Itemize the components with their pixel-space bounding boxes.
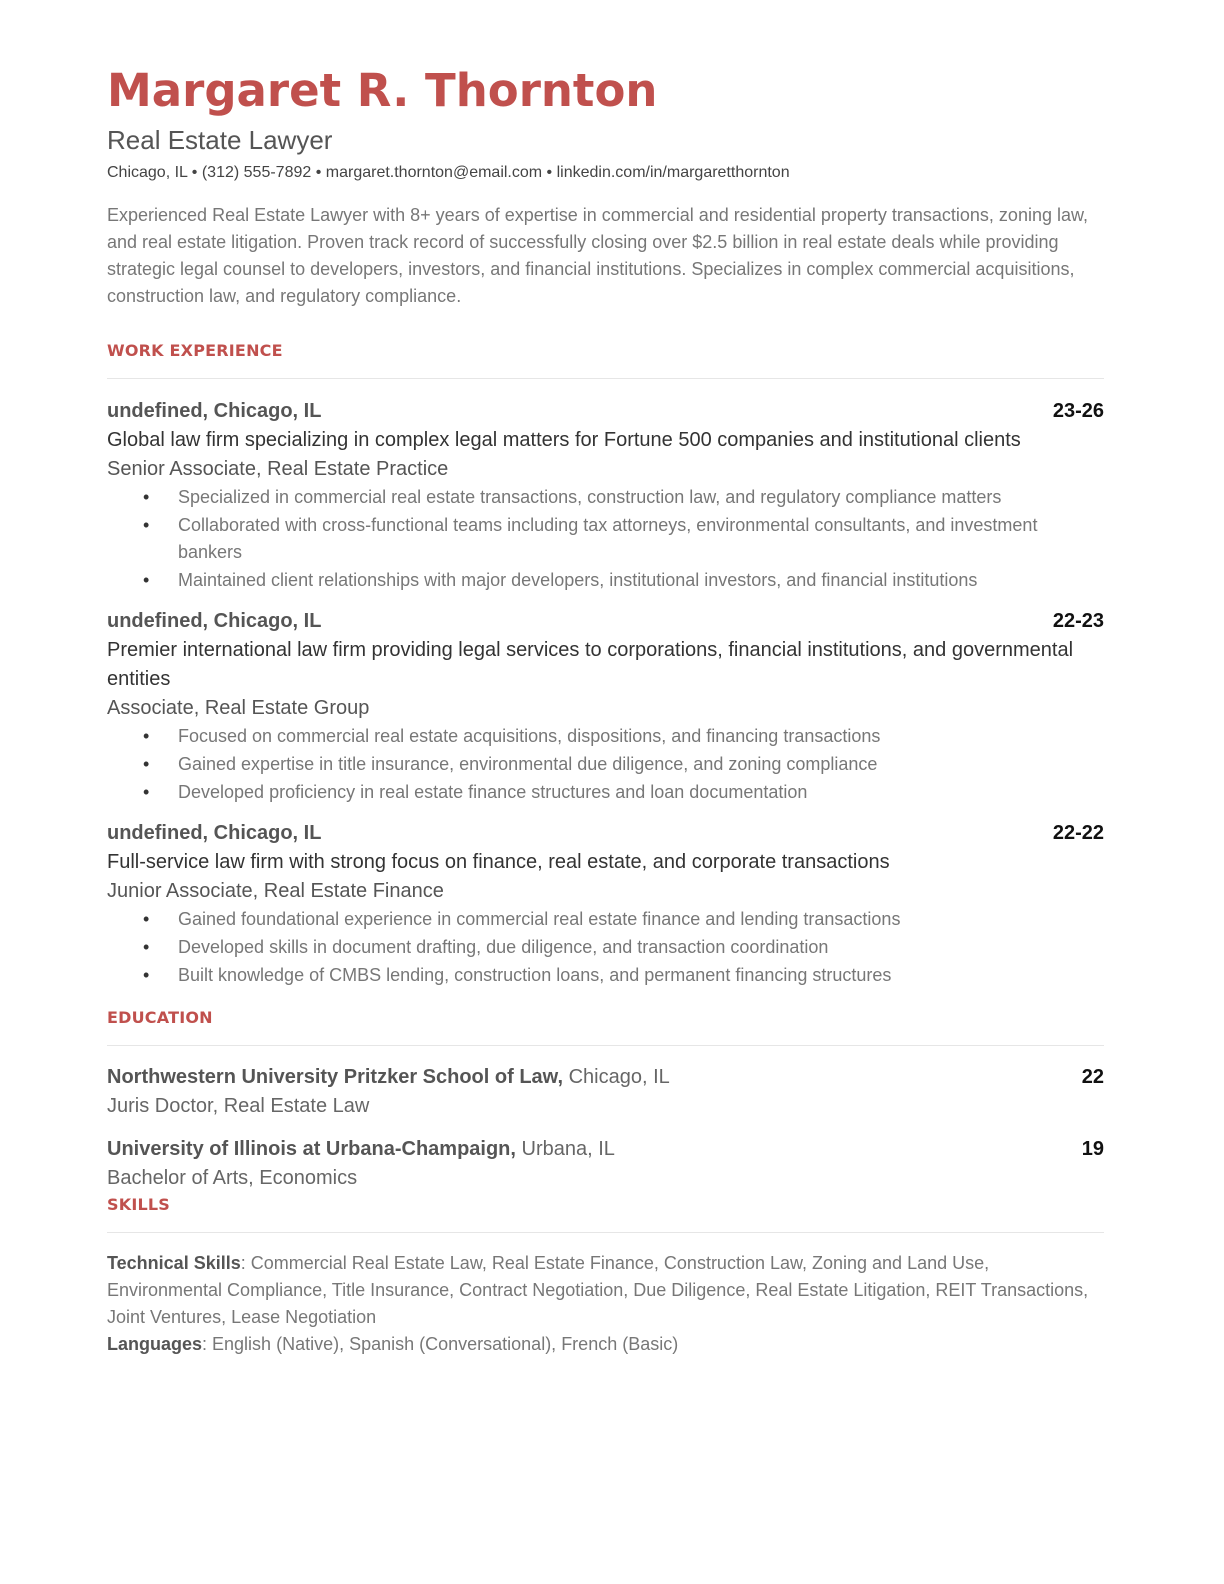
skills-languages-label: Languages [107,1334,203,1354]
skills-block [107,1250,1104,1358]
contact-phone: (312) 555-7892 [201,164,312,181]
job-bullets [107,906,1104,989]
education-location: Urbana, IL [521,1138,615,1160]
education-degree: Bachelor of Arts, Economics [107,1167,358,1189]
company-description: Global law firm specializing in complex legal matters for Fortune 500 companies and institutional clients [107,429,1021,451]
contact-location: Chicago, IL [107,164,188,181]
job-title: Associate, Real Estate Group [107,697,370,719]
education-year: 19 [1081,1138,1104,1160]
education-header [107,1134,1104,1164]
list-item: • Gained foundational experience in commercial real estate finance and lending transactions [178,906,1104,933]
education-school: University of Illinois at Urbana-Champaign, [107,1138,516,1160]
job-company: undefined, Chicago, IL [107,822,322,844]
job-bullets [107,723,1104,806]
resume-page [107,62,1104,1358]
skills-languages [107,1331,1104,1358]
education-header [107,1062,1104,1092]
job-header [107,396,1104,426]
skills-technical [107,1250,1104,1331]
job-date: 22-22 [1052,822,1104,844]
contact-email[interactable]: margaret.thornton@email.com [325,164,543,181]
list-item: • Collaborated with cross-functional teams including tax attorneys, environmental consultants, and investment bankers [178,512,1104,566]
list-item: • Maintained client relationships with major developers, institutional investors, and financial institutions [178,567,1104,594]
job-date: 22-23 [1052,610,1104,632]
professional-summary: Experienced Real Estate Lawyer with 8+ years of expertise in commercial and residential property transactions, zoning law, and real estate litigation. Proven track record of successfully closing over $2.5 billion in real estate deals while providing strategic legal counsel to developers, investors, and financial institutions. Specializes in complex commercial acquisitions, construction law, and regulatory compliance. [107,205,1088,306]
skills-technical-value: : Commercial Real Estate Law, Real Estate Finance, Construction Law, Zoning and Land Use, Environmental Compliance, Title Insurance, Contract Negotiation, Due Diligence, Real Estate Litigation, REIT Transactions, Joint Ventures, Lease Negotiation [107,1253,1089,1327]
job-entry [107,818,1104,989]
section-title-skills: SKILLS [107,1195,170,1214]
company-description: Full-service law firm with strong focus on finance, real estate, and corporate transactions [107,851,890,873]
skills-languages-value: : English (Native), Spanish (Conversational), French (Basic) [202,1334,679,1354]
list-item: • Built knowledge of CMBS lending, construction loans, and permanent financing structures [178,962,1104,989]
job-bullets [107,484,1104,594]
job-company: undefined, Chicago, IL [107,400,322,422]
job-entry [107,606,1104,806]
education-entry [107,1062,1104,1121]
list-item: • Developed proficiency in real estate finance structures and loan documentation [178,779,1104,806]
education-entry [107,1134,1104,1193]
section-title-education: EDUCATION [107,1008,213,1027]
contact-linkedin[interactable]: linkedin.com/in/margaretthornton [556,164,790,181]
skills-technical-label: Technical Skills [107,1253,241,1273]
job-date: 23-26 [1052,400,1104,422]
job-title: Junior Associate, Real Estate Finance [107,880,444,902]
section-title-work: WORK EXPERIENCE [107,341,283,360]
section-divider [107,1045,1104,1046]
job-entry [107,396,1104,594]
education-year: 22 [1081,1066,1104,1088]
list-item: • Gained expertise in title insurance, environmental due diligence, and zoning compliance [178,751,1104,778]
contact-separator: • [542,164,557,181]
education-degree: Juris Doctor, Real Estate Law [107,1095,370,1117]
job-header [107,818,1104,848]
job-header [107,606,1104,636]
list-item: • Developed skills in document drafting, due diligence, and transaction coordination [178,934,1104,961]
candidate-role: Real Estate Lawyer [107,125,333,155]
company-description: Premier international law firm providing legal services to corporations, financial institutions, and governmental entities [107,639,1074,690]
list-item: • Specialized in commercial real estate transactions, construction law, and regulatory compliance matters [178,484,1104,511]
job-company: undefined, Chicago, IL [107,610,322,632]
education-school: Northwestern University Pritzker School of Law, [107,1066,564,1088]
job-title: Senior Associate, Real Estate Practice [107,458,449,480]
candidate-name: Margaret R. Thornton [107,64,658,117]
section-divider [107,378,1104,379]
contact-separator: • [311,164,326,181]
contact-line [107,162,1104,184]
section-divider [107,1232,1104,1233]
list-item: • Focused on commercial real estate acquisitions, dispositions, and financing transactions [178,723,1104,750]
contact-separator: • [187,164,202,181]
education-location: Chicago, IL [568,1066,670,1088]
